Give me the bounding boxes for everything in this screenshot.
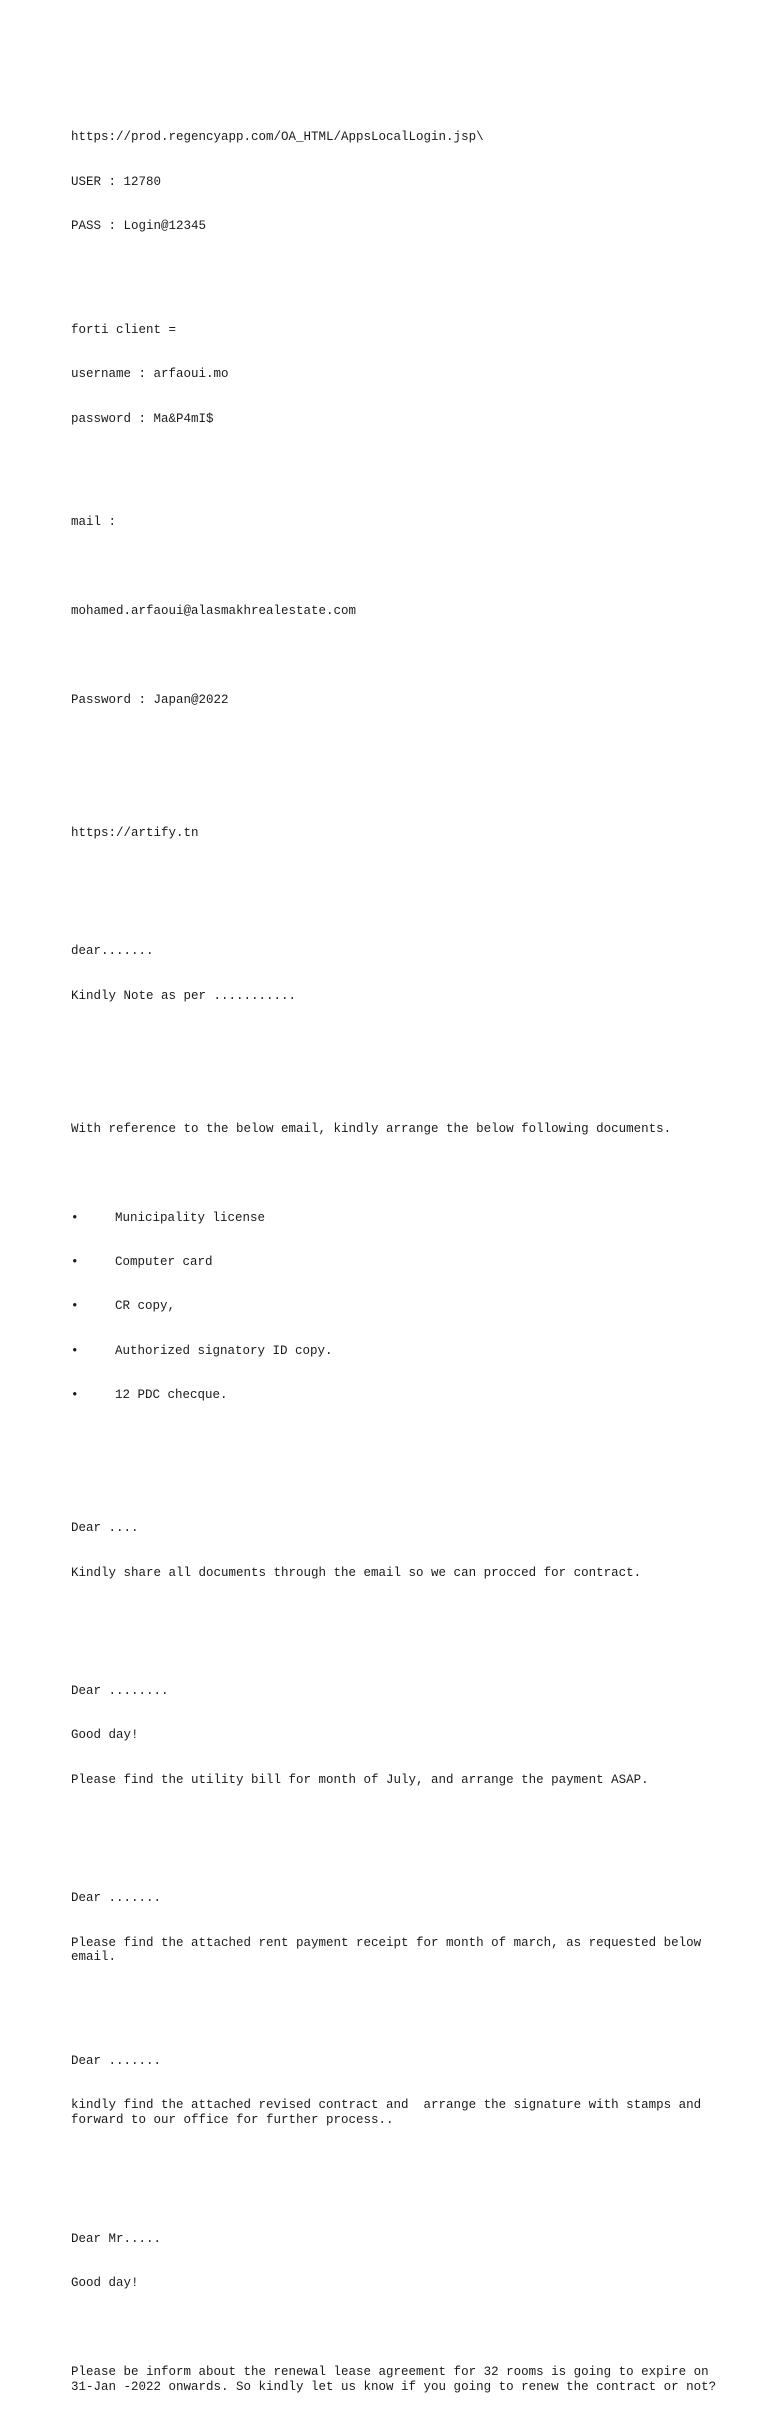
bullet-glyph: • — [71, 1388, 79, 1403]
share-text: Kindly share all documents through the email so we can procced for contract. — [71, 1565, 642, 1580]
utility-good-day: Good day! — [71, 1728, 139, 1743]
document-item — [71, 1211, 731, 1226]
bullet-glyph: • — [71, 1343, 79, 1358]
bullet-glyph: • — [71, 1254, 79, 1269]
note-greeting: dear....... — [71, 944, 154, 959]
share-greeting: Dear .... — [71, 1521, 139, 1536]
bullet-glyph: • — [71, 1210, 79, 1225]
document-item-text: Authorized signatory ID copy. — [115, 1343, 333, 1358]
document-item-text: Municipality license — [115, 1210, 266, 1225]
login-url: https://prod.regencyapp.com/OA_HTML/AppsLocalLogin.jsp\ — [71, 130, 484, 145]
document-item-text: CR copy, — [115, 1299, 176, 1314]
forti-password: password : Ma&P4mI$ — [71, 411, 214, 426]
documents-intro: With reference to the below email, kindly arrange the below following documents. — [71, 1121, 672, 1136]
document-item — [71, 1344, 731, 1359]
document-item — [71, 1299, 731, 1314]
contract-text: kindly find the attached revised contract and arrange the signature with stamps and forward to our office for further process.. — [71, 2098, 709, 2128]
user-line: USER : 12780 — [71, 174, 162, 189]
document-item-text: Computer card — [115, 1254, 213, 1269]
document-item — [71, 1255, 731, 1270]
document-item-text: 12 PDC checque. — [115, 1388, 228, 1403]
contract-greeting: Dear ....... — [71, 2053, 162, 2068]
renewal-greeting: Dear Mr..... — [71, 2231, 162, 2246]
renewal-good-day: Good day! — [71, 2275, 139, 2290]
rent-greeting: Dear ....... — [71, 1891, 162, 1906]
rent-text: Please find the attached rent payment receipt for month of march, as requested below email. — [71, 1935, 709, 1965]
forti-title: forti client = — [71, 322, 177, 337]
note-text: Kindly Note as per ........... — [71, 988, 297, 1003]
mail-password: Password : Japan@2022 — [71, 692, 229, 707]
forti-username: username : arfaoui.mo — [71, 367, 229, 382]
renewal-text: Please be inform about the renewal lease agreement for 32 rooms is going to expire on 31-Jan -2022 onwards. So kindly let us know if you going to renew the contract or not? — [71, 2364, 717, 2394]
utility-greeting: Dear ........ — [71, 1684, 169, 1699]
mail-label: mail : — [71, 515, 117, 530]
bullet-glyph: • — [71, 1299, 79, 1314]
utility-text: Please find the utility bill for month of July, and arrange the payment ASAP. — [71, 1772, 649, 1787]
mail-address: mohamed.arfaoui@alasmakhrealestate.com — [71, 603, 357, 618]
artify-link: https://artify.tn — [71, 825, 199, 840]
pass-line: PASS : Login@12345 — [71, 219, 207, 234]
document-item — [71, 1388, 731, 1403]
document-body — [71, 86, 731, 2424]
